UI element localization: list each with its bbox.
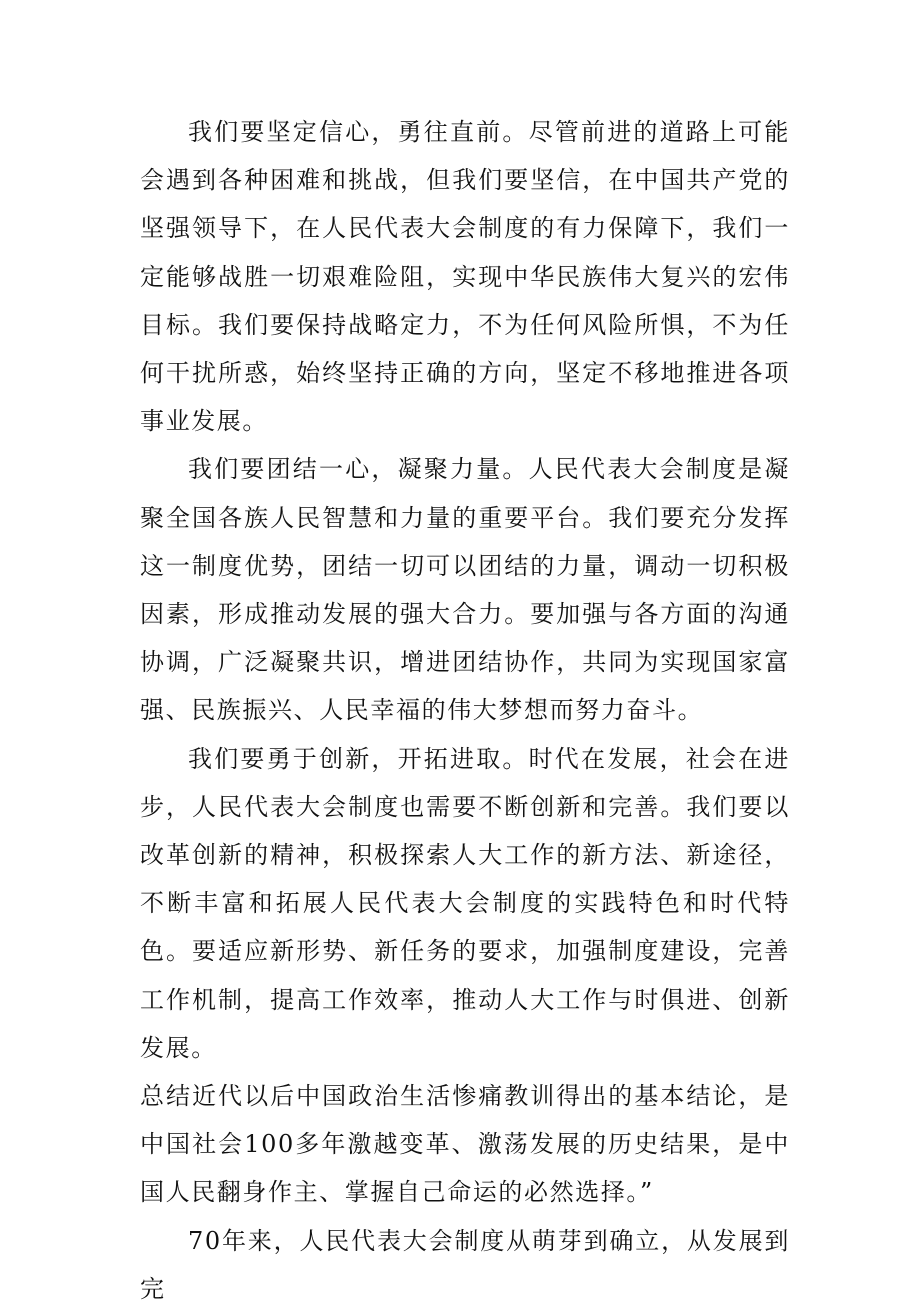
paragraph-unity: 我们要团结一心，凝聚力量。人民代表大会制度是凝聚全国各族人民智慧和力量的重要平台。我们要充分发挥这一制度优势，团结一切可以团结的力量，调动一切积极因素，形成推动发展的强大合力。要加强与各方面的沟通协调，广泛凝聚共识，增进团结协作，共同为实现国家富强、民族振兴、人民幸福的伟大梦想而努力奋斗。: [140, 455, 790, 725]
paragraph-seventy-years: 70年来，人民代表大会制度从萌芽到确立，从发展到完: [140, 1226, 790, 1303]
paragraph-conclusion: 总结近代以后中国政治生活惨痛教训得出的基本结论，是中国社会100多年激越变革、激荡发展的历史结果，是中国人民翻身作主、掌握自己命运的必然选择。”: [140, 1082, 790, 1207]
document-body: [140, 108, 790, 1313]
paragraph-confidence: 我们要坚定信心，勇往直前。尽管前进的道路上可能会遇到各种困难和挑战，但我们要坚信，在中国共产党的坚强领导下，在人民代表大会制度的有力保障下，我们一定能够战胜一切艰难险阻，实现中华民族伟大复兴的宏伟目标。我们要保持战略定力，不为任何风险所惧，不为任何干扰所惑，始终坚持正确的方向，坚定不移地推进各项事业发展。: [140, 118, 790, 436]
paragraph-innovation: 我们要勇于创新，开拓进取。时代在发展，社会在进步，人民代表大会制度也需要不断创新和完善。我们要以改革创新的精神，积极探索人大工作的新方法、新途径，不断丰富和拓展人民代表大会制度的实践特色和时代特色。要适应新形势、新任务的要求，加强制度建设，完善工作机制，提高工作效率，推动人大工作与时俱进、创新发展。: [140, 744, 790, 1062]
